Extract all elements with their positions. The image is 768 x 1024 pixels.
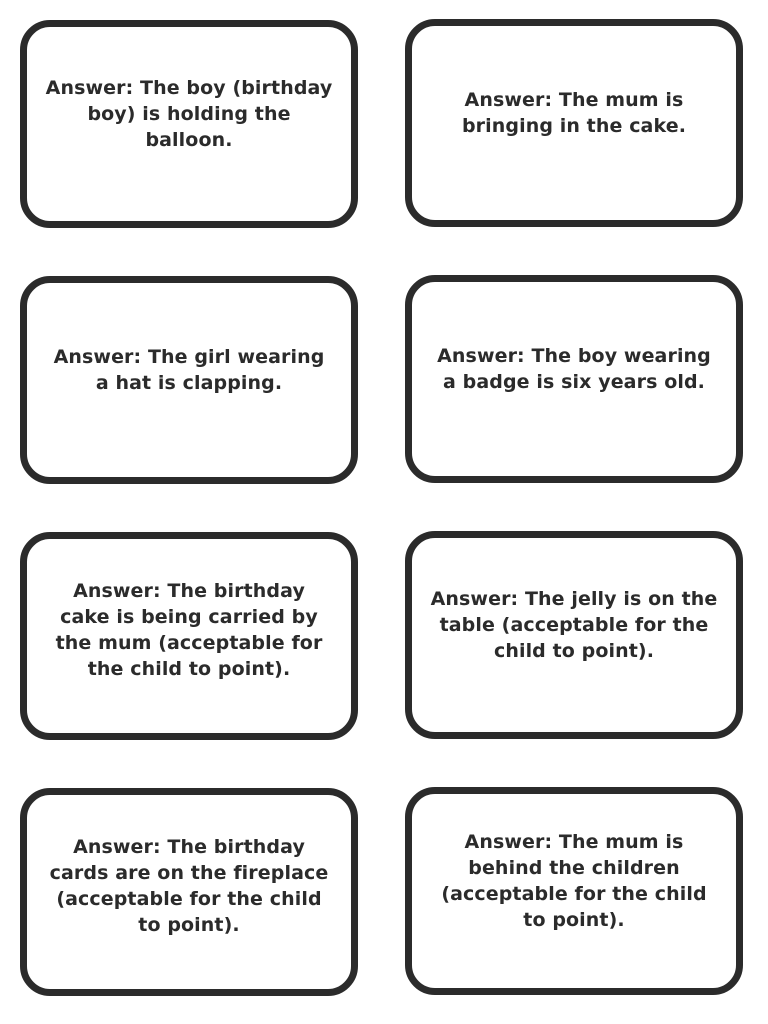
answer-card-7 bbox=[20, 788, 358, 996]
answer-card-8 bbox=[405, 787, 743, 995]
answer-card-6-text: Answer: The jelly is on the table (acceptable for the child to point). bbox=[430, 588, 718, 662]
answer-card-5-text: Answer: The birthday cake is being carried by the mum (acceptable for the child to point). bbox=[55, 580, 323, 680]
answer-card-7-text: Answer: The birthday cards are on the fireplace (acceptable for the child to point). bbox=[49, 836, 329, 936]
answer-card-4-text: Answer: The boy wearing a badge is six years old. bbox=[437, 345, 711, 393]
answer-card-3-text: Answer: The girl wearing a hat is clapping. bbox=[53, 346, 325, 394]
answer-card-8-text: Answer: The mum is behind the children (acceptable for the child to point). bbox=[441, 831, 707, 931]
answer-card-4 bbox=[405, 275, 743, 483]
answer-card-2 bbox=[405, 19, 743, 227]
answer-card-1 bbox=[20, 20, 358, 228]
answer-card-2-text: Answer: The mum is bringing in the cake. bbox=[461, 89, 687, 137]
answer-card-3 bbox=[20, 276, 358, 484]
answer-card-5 bbox=[20, 532, 358, 740]
answer-card-1-text: Answer: The boy (birthday boy) is holding the balloon. bbox=[45, 77, 333, 151]
answer-card-6 bbox=[405, 531, 743, 739]
